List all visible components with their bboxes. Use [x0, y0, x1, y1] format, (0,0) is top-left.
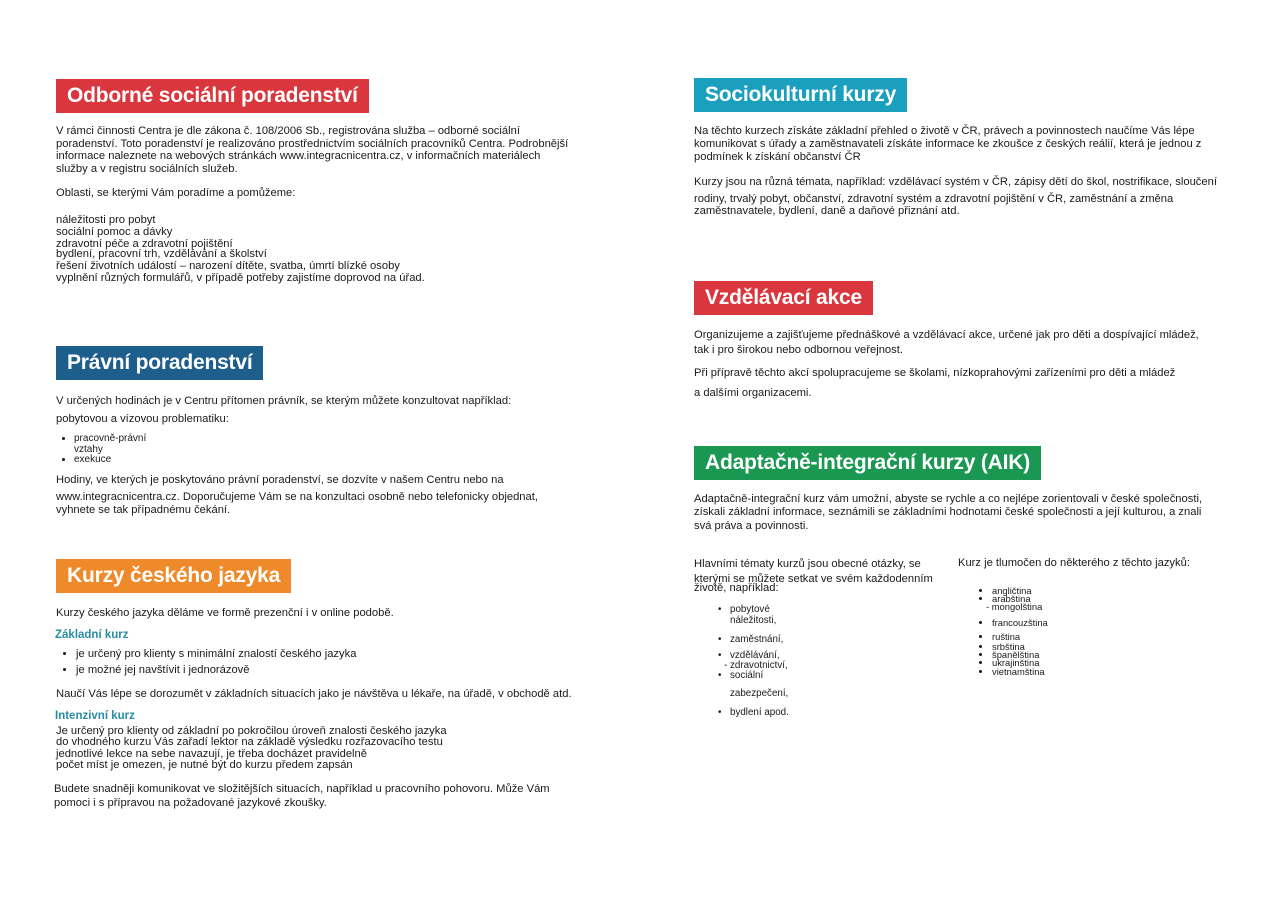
- socio-p2: [694, 174, 1217, 224]
- zakladni-kurz-title: Základní kurz: [55, 629, 129, 641]
- list-item: Je určený pro klienty od základní po pokročilou úroveň znalosti českého jazyka: [56, 725, 447, 737]
- pravni-p2: pobytovou a vízovou problematiku:: [56, 413, 229, 425]
- kurzy-outro-line2: pomoci i s přípravou na požadované jazykové zkoušky.: [54, 796, 327, 809]
- heading-odborne-poradenstvi: Odborné sociální poradenství: [56, 79, 369, 113]
- pravni-p1: V určených hodinách je v Centru přítomen právník, se kterým můžete konzultovat například:: [56, 395, 512, 407]
- socio-p1-line3: podmínek k získání občanství ČR: [694, 151, 861, 163]
- list-item: • ruština: [992, 633, 1048, 641]
- list-item: • pobytové náležitosti,: [718, 604, 777, 627]
- list-item: do vhodného kurzu Vás zařadí lektor na základě výsledku rozřazovacího testu: [56, 736, 443, 749]
- list-item: • francouzština: [992, 619, 1048, 627]
- zakladni-kurz-list: [58, 647, 356, 678]
- vzdelavaci-p2-line2: a dalšími organizacemi.: [694, 387, 812, 399]
- aik-topics-list: [706, 602, 789, 724]
- list-item: • vietnamština: [992, 668, 1048, 676]
- aik-topics-intro: [694, 557, 933, 602]
- list-item: • zaměstnání,: [718, 634, 784, 646]
- list-item: jednotlivé lekce na sebe navazují, je třeba docházet pravidelně: [56, 747, 367, 760]
- heading-pravni-poradenstvi: Právní poradenství: [56, 346, 263, 380]
- socio-p1-line1: Na těchto kurzech získáte základní přehled o životě v ČR, právech a povinnostech naučíme Vás lépe: [694, 125, 1195, 137]
- pravni-p4: [56, 491, 538, 517]
- vzdelavaci-p1-line1: Organizujeme a zajišťujeme přednáškové a vzdělávací akce, určené jak pro děti a dospívající mládež,: [694, 329, 1199, 341]
- aik-p1-line2: získali základní informace, seznámili se základními hodnotami české společnosti a její kulturou, a znali: [694, 506, 1202, 519]
- zakladni-kurz-note: Naučí Vás lépe se dorozumět v základních situacích jako je návštěva u lékaře, na úřadě, v obchodě atd.: [56, 688, 572, 700]
- list-item: • exekuce: [74, 455, 146, 466]
- heading-kurzy-ceskeho-jazyka: Kurzy českého jazyka: [56, 559, 291, 593]
- vzdelavaci-p1-line2: tak i pro širokou nebo odbornou veřejnost.: [694, 343, 903, 356]
- aik-p1: [694, 493, 1202, 533]
- socio-p2-line2: rodiny, trvalý pobyt, občanství, zdravotní systém a zdravotní pojištění v ČR, zaměstnání a změna: [694, 192, 1174, 205]
- list-item: • španělština: [992, 651, 1048, 659]
- aik-languages-list: [978, 587, 1048, 676]
- odborne-p1-line1: V rámci činnosti Centra je dle zákona č. 108/2006 Sb., registrována služba – odborné sociální: [56, 125, 520, 137]
- aik-p1-line1: Adaptačně-integrační kurz vám umožní, abyste se rychle a co nejlépe zorientovali v české společnosti,: [694, 493, 1203, 505]
- kurzy-intro: Kurzy českého jazyka děláme ve formě prezenční i v online podobě.: [56, 607, 394, 619]
- pravni-p4-line1: www.integracnicentra.cz. Doporučujeme Vám se na konzultaci osobně nebo telefonicky objednat,: [56, 491, 538, 503]
- list-item: zdravotní péče a zdravotní pojištění: [56, 237, 233, 250]
- list-item: • vzdělávání, - zdravotnictví,: [718, 649, 788, 671]
- list-item: • angličtina: [992, 587, 1048, 595]
- vzdelavaci-p2: [694, 363, 1175, 403]
- odborne-p1-line4: služby a v registru sociálních služeb.: [56, 162, 238, 175]
- vzdelavaci-p1: [694, 328, 1199, 357]
- list-item: bydlení, pracovní trh, vzdělávání a školství: [56, 248, 267, 261]
- odborne-p1-line3: informace naleznete na webových stránkách www.integracnicentra.cz, v informačních materiálech: [56, 150, 541, 163]
- socio-p1-line2: komunikovat s úřady a zaměstnavateli získáte informace ke zkoušce z českých reálií, která je jednou z: [694, 138, 1202, 150]
- pravni-bullets: [56, 434, 146, 466]
- list-item: • je určený pro klienty s minimální znalostí českého jazyka: [76, 647, 356, 663]
- intenzivni-kurz-lines: [56, 726, 447, 772]
- socio-p2-line1: Kurzy jsou na různá témata, například: vzdělávací systém v ČR, zápisy dětí do škol, nostrifikace, sloučení: [694, 176, 1217, 188]
- list-item: počet míst je omezen, je nutné být do kurzu předem zapsán: [56, 759, 353, 772]
- list-item: • je možné jej navštívit i jednorázově: [76, 663, 356, 679]
- aik-topics-line2: kterými se můžete setkat ve svém každodenním: [694, 573, 933, 585]
- pravni-p4-line2: vyhnete se tak případnému čekání.: [56, 504, 231, 516]
- odborne-paragraph: [56, 125, 578, 175]
- list-item: • arabština: [992, 595, 1048, 603]
- odborne-areas-list: [56, 214, 425, 283]
- list-item: náležitosti pro pobyt: [56, 214, 156, 226]
- odborne-p1-line2: poradenství. Toto poradenství je realizováno prostřednictvím sociálních pracovníků Centra. Podrobnější: [56, 137, 569, 150]
- aik-languages-intro: Kurz je tlumočen do některého z těchto jazyků:: [958, 557, 1190, 569]
- list-item: • pracovně-právní vztahy: [74, 434, 146, 455]
- list-item: • bydlení apod.: [718, 707, 789, 719]
- heading-sociokulturni-kurzy: Sociokulturní kurzy: [694, 78, 907, 112]
- kurzy-outro-line1: Budete snadněji komunikovat ve složitějších situacích, například u pracovního pohovoru. Může Vám: [54, 783, 550, 795]
- kurzy-outro: [54, 783, 550, 810]
- heading-vzdelavaci-akce: Vzdělávací akce: [694, 281, 873, 315]
- heading-aik: Adaptačně-integrační kurzy (AIK): [694, 446, 1041, 480]
- socio-p1: [694, 125, 1201, 164]
- list-item: sociální pomoc a dávky: [56, 226, 173, 239]
- pravni-p3: Hodiny, ve kterých je poskytováno právní poradenství, se dozvíte v našem Centru nebo na: [56, 474, 504, 486]
- vzdelavaci-p2-line1: Při přípravě těchto akcí spolupracujeme se školami, nízkoprahovými zařízeními pro děti a mládež: [694, 367, 1176, 379]
- list-item: • ukrajinština: [992, 659, 1048, 667]
- list-item: • srbština: [992, 643, 1048, 651]
- aik-p1-line3: svá práva a povinnosti.: [694, 519, 809, 532]
- aik-topics-line1: Hlavními tématy kurzů jsou obecné otázky, se: [694, 558, 921, 570]
- list-item: • sociální zabezpečení,: [718, 670, 789, 700]
- aik-topics-line3: životě, například:: [694, 582, 779, 594]
- socio-p2-line3: zaměstnavatele, bydlení, daně a daňové přiznání atd.: [694, 205, 960, 217]
- intenzivni-kurz-title: Intenzivní kurz: [55, 710, 135, 722]
- list-item: vyplnění různých formulářů, v případě potřeby zajistíme doprovod na úřad.: [56, 271, 425, 284]
- odborne-areas-intro: Oblasti, se kterými Vám poradíme a pomůžeme:: [56, 187, 296, 199]
- list-item: řešení životních událostí – narození dítěte, svatba, úmrtí blízké osoby: [56, 259, 400, 272]
- list-item: - mongolština: [986, 601, 1043, 613]
